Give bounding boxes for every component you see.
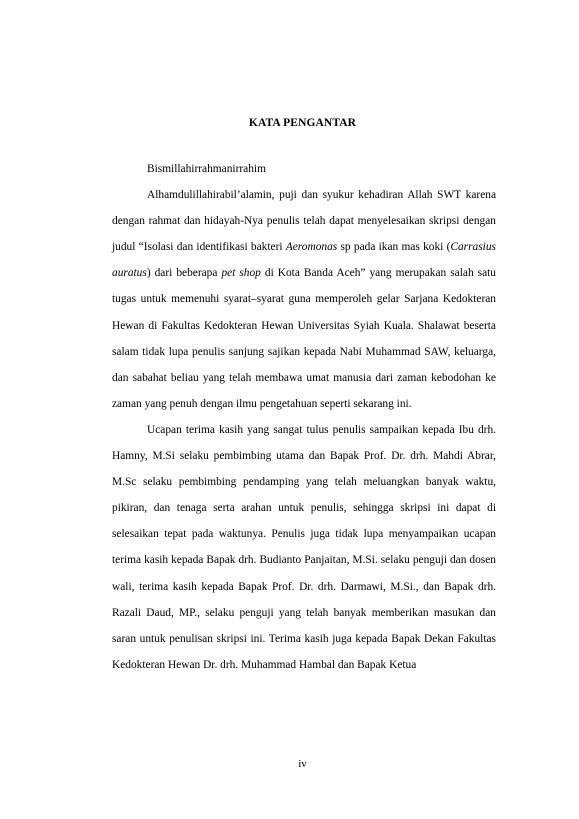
paragraph-2: Ucapan terima kasih yang sangat tulus penulis sampaikan kepada Ibu drh. Hamny, M.Si selaku pembimbing utama dan Bapak Prof. Dr. drh. Mahdi Abrar, M.Sc selaku pembimbing pendamping yang telah meluangkan banyak waktu, pikiran, dan tenaga serta arahan untuk penulis, sehingga skripsi ini dapat di selesaikan tepat pada waktunya. Penulis juga tidak lupa menyampaikan ucapan terima kasih kepada Bapak drh. Budianto Panjaitan, M.Si. selaku penguji dan dosen wali, terima kasih kepada Bapak Prof. Dr. drh. Darmawi, M.Si., dan Bapak drh. Razali Daud, MP., selaku penguji yang telah banyak memberikan masukan dan saran untuk penulisan skripsi ini. Terima kasih juga kepada Bapak Dekan Fakultas Kedokteran Hewan Dr. drh. Muhammad Hambal dan Bapak Ketua — [112, 423, 496, 671]
paragraph-1-italic-pet-shop: pet shop — [221, 267, 261, 280]
page-title: KATA PENGANTAR — [248, 117, 357, 129]
paragraph-1-text-2: sp pada ikan mas koki ( — [337, 241, 451, 254]
paragraph-1-text-4: di Kota Banda Aceh” yang merupakan salah satu tugas untuk memenuhi syarat–syarat guna memperoleh gelar Sarjana Kedokteran Hewan di Fakultas Kedokteran Hewan Universitas Syiah Kuala. Shalawat beserta salam tidak lupa penulis sanjung sajikan kepada Nabi Muhammad SAW, keluarga, dan sabahat beliau yang telah membawa umat manusia dari zaman kebodohan ke zaman yang penuh dengan ilmu pengetahuan seperti sekarang ini. — [112, 267, 496, 410]
page-number: iv — [298, 758, 307, 770]
paragraph-1-text-1: Alhamdulillahirabil’alamin, puji dan syukur kehadiran Allah SWT karena dengan rahmat dan hidayah-Nya penulis telah dapat menyelesaikan skripsi dengan judul “Isolasi dan identifikasi bakteri — [112, 189, 496, 254]
paragraph-1-italic-species: Carrasius auratus — [112, 241, 496, 280]
paragraph-1 — [112, 182, 496, 417]
paragraph-1-italic-genus: Aeromonas — [285, 241, 338, 254]
paragraph-1-text-3: ) dari beberapa — [146, 267, 222, 280]
body-text — [112, 156, 496, 678]
opening-line: Bismillahirrahmanirrahim — [147, 163, 266, 175]
